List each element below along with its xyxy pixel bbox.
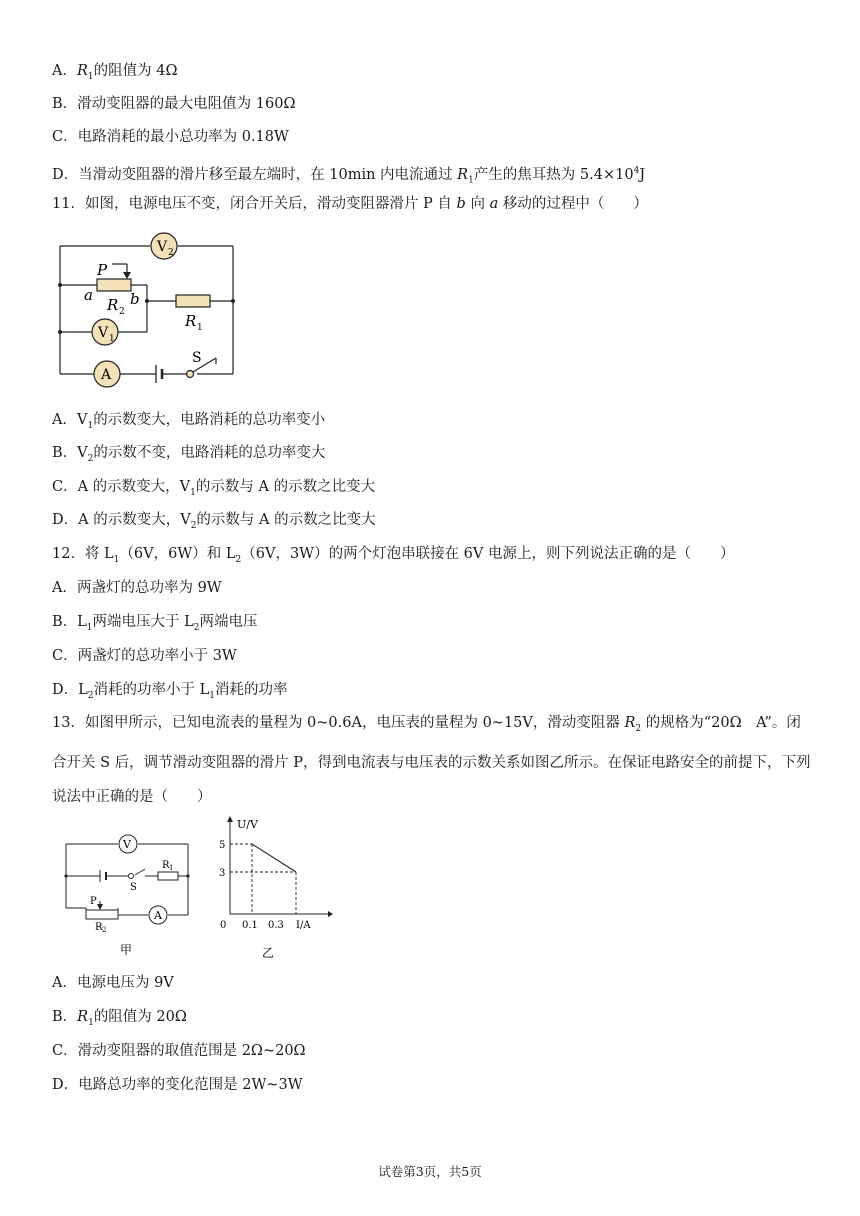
svg-text:0.1: 0.1 xyxy=(242,920,258,931)
slider-arrow xyxy=(123,272,131,279)
svg-text:P: P xyxy=(90,896,97,907)
svg-text:0: 0 xyxy=(220,920,227,931)
svg-text:a: a xyxy=(84,286,93,304)
q12-option-c: C．两盏灯的总功率小于 3W xyxy=(52,648,237,664)
svg-text:P: P xyxy=(97,261,108,279)
q12-option-a: A．两盏灯的总功率为 9W xyxy=(52,580,222,596)
u-i-line xyxy=(252,844,296,872)
q11-option-d: D．A 的示数变大，$V_2$的示数与 A 的示数之比变大 xyxy=(52,512,376,531)
q13-option-a: A．电源电压为 9V xyxy=(52,975,174,991)
svg-text:2: 2 xyxy=(168,248,174,258)
svg-text:3: 3 xyxy=(219,868,226,879)
svg-text:2: 2 xyxy=(102,926,107,934)
svg-text:R: R xyxy=(185,312,197,330)
svg-text:5: 5 xyxy=(219,840,226,851)
svg-text:1: 1 xyxy=(197,323,203,333)
q13-option-b: B．$R_1$的阻值为 20Ω xyxy=(52,1009,187,1028)
svg-text:V: V xyxy=(123,838,131,851)
svg-text:乙: 乙 xyxy=(262,946,275,960)
r2-resistor xyxy=(97,279,131,291)
svg-text:A: A xyxy=(101,367,112,383)
svg-text:I/A: I/A xyxy=(296,920,311,931)
svg-text:V: V xyxy=(157,239,168,255)
svg-text:R: R xyxy=(162,860,170,871)
svg-text:2: 2 xyxy=(119,307,125,317)
q11-option-b: B．$V_2$的示数不变，电路消耗的总功率变大 xyxy=(52,445,326,464)
svg-text:A: A xyxy=(154,909,162,922)
q12-stem: 12．将 $L_1(6V$，6W）和 $L_2(6V$，3W）的两个灯泡串联接在 6V 电源上，则下列说法正确的是（ ） xyxy=(52,546,735,565)
q13-graph-yi xyxy=(212,812,336,962)
svg-text:U/V: U/V xyxy=(237,818,258,831)
q11-option-a: A．$V_1$的示数变大，电路消耗的总功率变小 xyxy=(52,412,326,431)
q11-option-c: C．A 的示数变大，$V_1$的示数与 A 的示数之比变大 xyxy=(52,479,376,498)
q12-option-d: D．$L_2$消耗的功率小于 $L_1$消耗的功率 xyxy=(52,682,288,701)
switch-contact xyxy=(187,371,194,378)
q13-option-d: D．电路总功率的变化范围是 2W~3W xyxy=(52,1077,303,1093)
svg-text:S: S xyxy=(130,882,137,893)
svg-text:0.3: 0.3 xyxy=(268,920,284,931)
svg-text:1: 1 xyxy=(109,334,115,344)
q13-stem: 13．如图甲所示，已知电流表的量程为 0~0.6A，电压表的量程为 0~15V，滑动变阻器 $R_2$ 的规格为“20Ω A”。闭合开关 S 后，调节滑动变阻器的滑片 P，得到电流表与电压表的示数关系如图乙所示。在保证电路安全的前提下，下列说法中正确的是（ ） xyxy=(52,715,811,805)
q11-circuit-figure xyxy=(52,228,242,388)
q12-option-b: B．$L_1$两端电压大于 $L_2$两端电压 xyxy=(52,614,258,633)
q11-stem: 11．如图，电源电压不变，闭合开关后，滑动变阻器滑片 P 自 b 向 a 移动的过程中（ ） xyxy=(52,196,648,212)
q13-circuit-jia xyxy=(58,828,198,960)
svg-text:b: b xyxy=(130,290,140,308)
svg-text:V: V xyxy=(98,325,109,341)
svg-text:R: R xyxy=(95,922,103,933)
svg-text:R: R xyxy=(107,296,119,314)
q10-option-c: C．电路消耗的最小总功率为 0.18W xyxy=(52,129,289,145)
q10-option-b: B．滑动变阻器的最大电阻值为 160Ω xyxy=(52,96,296,112)
svg-text:甲: 甲 xyxy=(120,943,133,957)
svg-text:S: S xyxy=(192,350,202,366)
r1-resistor xyxy=(176,295,210,307)
svg-text:1: 1 xyxy=(169,864,174,872)
q10-option-d: D．当滑动变阻器的滑片移至最左端时，在 10min 内电流通过 $R_1$产生的焦耳热为 $5.4\times 10^4J$ xyxy=(52,166,646,186)
q10-option-a: A．$R_1$的阻值为 4Ω xyxy=(52,63,178,82)
q13-option-c: C．滑动变阻器的取值范围是 2Ω~20Ω xyxy=(52,1043,306,1059)
page-footer: 试卷第3页，共5页 xyxy=(378,1164,482,1179)
